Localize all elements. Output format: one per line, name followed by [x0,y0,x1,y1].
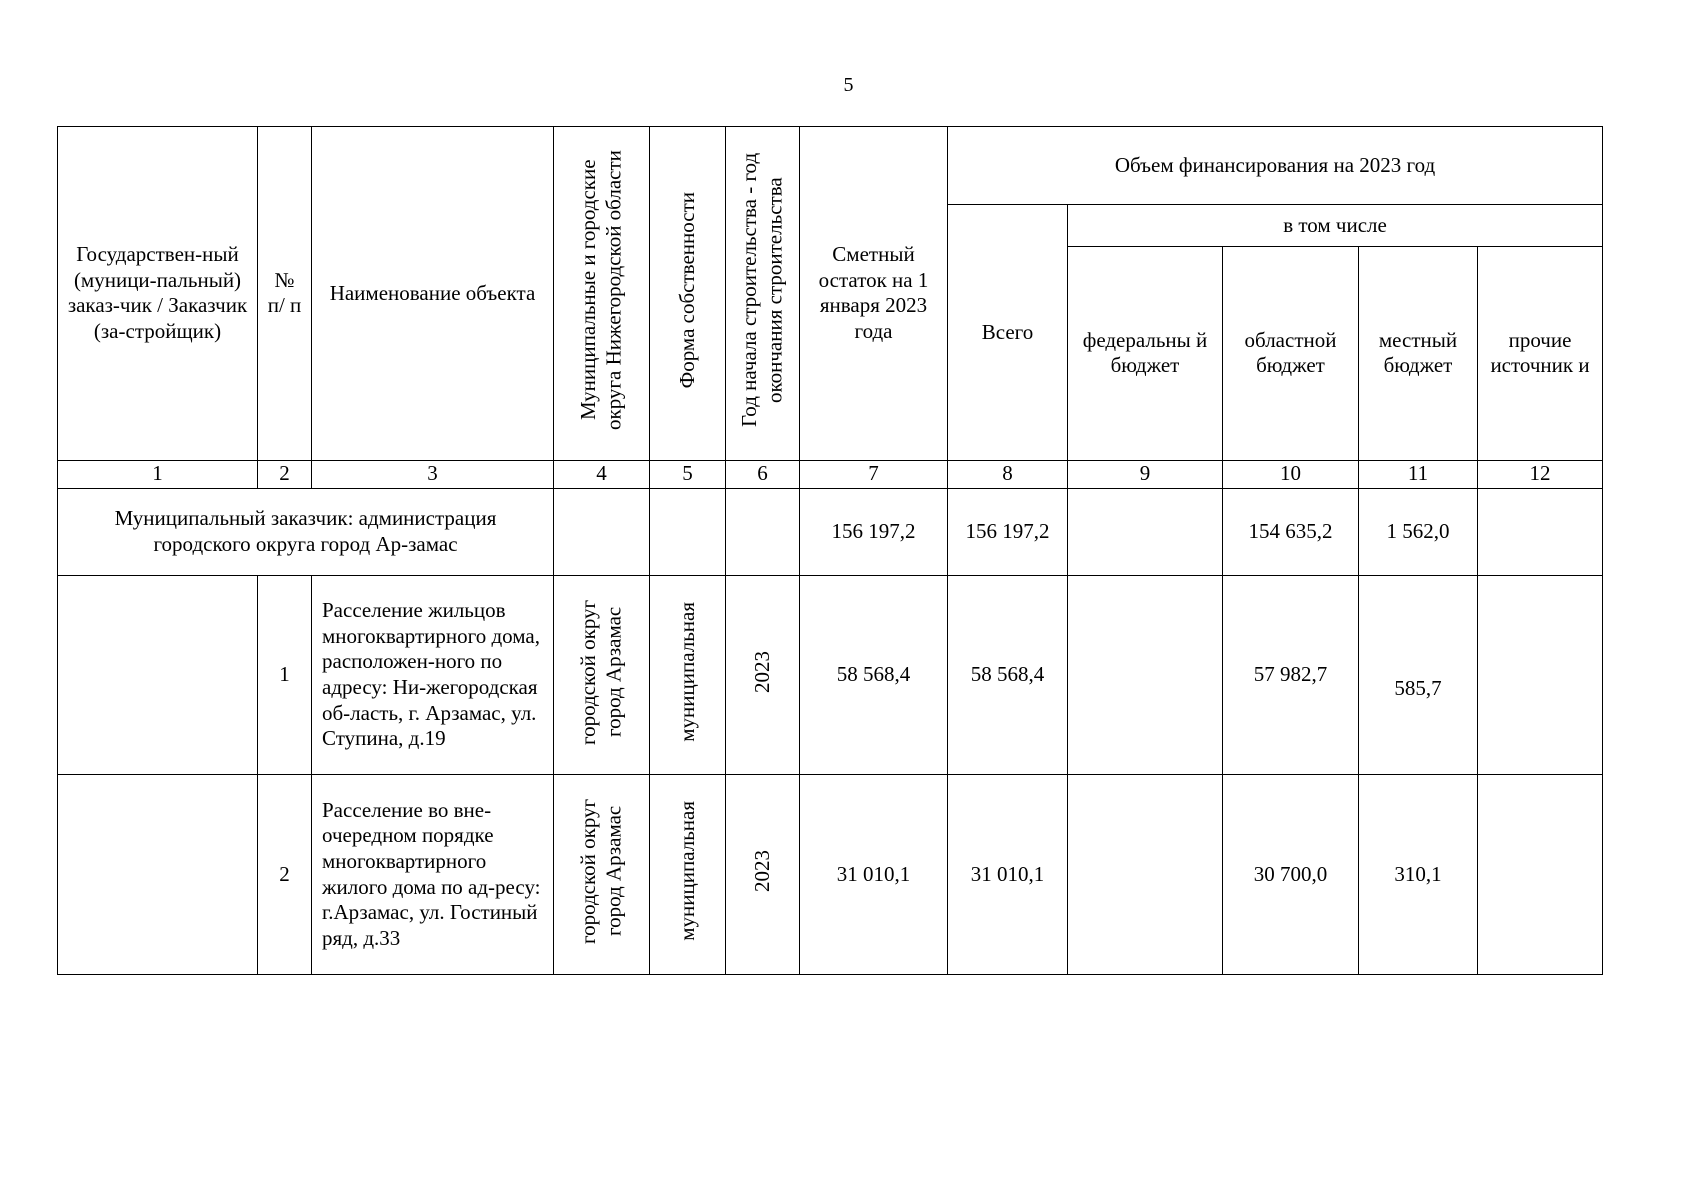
column-number: 4 [554,460,650,488]
customer-row [58,488,1603,575]
header-estimate: Сметный остаток на 1 января 2023 года [800,127,948,461]
row-regional: 30 700,0 [1223,775,1359,975]
column-number: 12 [1478,460,1603,488]
table-row [58,575,1603,775]
financing-table [57,126,1603,975]
row-years-text: 2023 [749,650,774,693]
row-district [554,775,650,975]
row-ownership-text: муниципальная [674,801,699,942]
header-ownership-text: Форма собственности [674,191,699,389]
row-district-text: городской округ город Арзамас [575,599,626,745]
customer-ownership [650,488,726,575]
row-other [1478,775,1603,975]
column-number: 7 [800,460,948,488]
header-local: местный бюджет [1359,246,1478,460]
row-ownership [650,575,726,775]
row-federal [1068,575,1223,775]
row-local: 585,7 [1359,575,1478,775]
customer-estimate: 156 197,2 [800,488,948,575]
column-number: 2 [258,460,312,488]
column-number: 10 [1223,460,1359,488]
header-total: Всего [948,205,1068,461]
row-ownership [650,775,726,975]
row-total: 58 568,4 [948,575,1068,775]
row-estimate: 58 568,4 [800,575,948,775]
header-financing: Объем финансирования на 2023 год [948,127,1603,205]
customer-years [726,488,800,575]
customer-district [554,488,650,575]
header-ownership [650,127,726,461]
row-federal [1068,775,1223,975]
column-number: 11 [1359,460,1478,488]
row-object-name: Расселение во вне-очередном порядке многоквартирного жилого дома по ад-ресу: г.Арзамас, ул. Гостиный ряд, д.33 [312,775,554,975]
column-number: 5 [650,460,726,488]
table-row [58,775,1603,975]
row-number: 2 [258,775,312,975]
row-years-text: 2023 [749,850,774,893]
header-districts [554,127,650,461]
header-row-1 [58,127,1603,205]
header-years [726,127,800,461]
row-ownership-text: муниципальная [674,601,699,742]
row-customer [58,575,258,775]
column-number: 8 [948,460,1068,488]
header-districts-text: Муниципальные и городские округа Нижегородской области [575,150,626,430]
row-total: 31 010,1 [948,775,1068,975]
customer-local: 1 562,0 [1359,488,1478,575]
header-customer: Государствен-ный (муници-пальный) заказ-чик / Заказчик (за-стройщик) [58,127,258,461]
customer-regional: 154 635,2 [1223,488,1359,575]
row-object-name: Расселение жильцов многоквартирного дома, расположен-ного по адресу: Ни-жегородская об-ласть, г. Арзамас, ул. Ступина, д.19 [312,575,554,775]
customer-federal [1068,488,1223,575]
row-customer [58,775,258,975]
row-district [554,575,650,775]
header-other: прочие источник и [1478,246,1603,460]
row-regional: 57 982,7 [1223,575,1359,775]
header-number: № п/ п [258,127,312,461]
column-number: 9 [1068,460,1223,488]
column-number: 3 [312,460,554,488]
column-number: 6 [726,460,800,488]
column-numbers-row [58,460,1603,488]
row-local: 310,1 [1359,775,1478,975]
customer-other [1478,488,1603,575]
header-regional: областной бюджет [1223,246,1359,460]
header-federal: федеральны й бюджет [1068,246,1223,460]
header-object-name: Наименование объекта [312,127,554,461]
column-number: 1 [58,460,258,488]
row-district-text: городской округ город Арзамас [575,798,626,944]
header-including: в том числе [1068,205,1603,247]
customer-total: 156 197,2 [948,488,1068,575]
row-years [726,575,800,775]
page-number: 5 [843,74,854,96]
customer-name: Муниципальный заказчик: администрация городского округа город Ар-замас [58,488,554,575]
row-estimate: 31 010,1 [800,775,948,975]
header-years-text: Год начала строительства - год окончания строительства [736,152,787,428]
row-number: 1 [258,575,312,775]
row-other [1478,575,1603,775]
row-years [726,775,800,975]
